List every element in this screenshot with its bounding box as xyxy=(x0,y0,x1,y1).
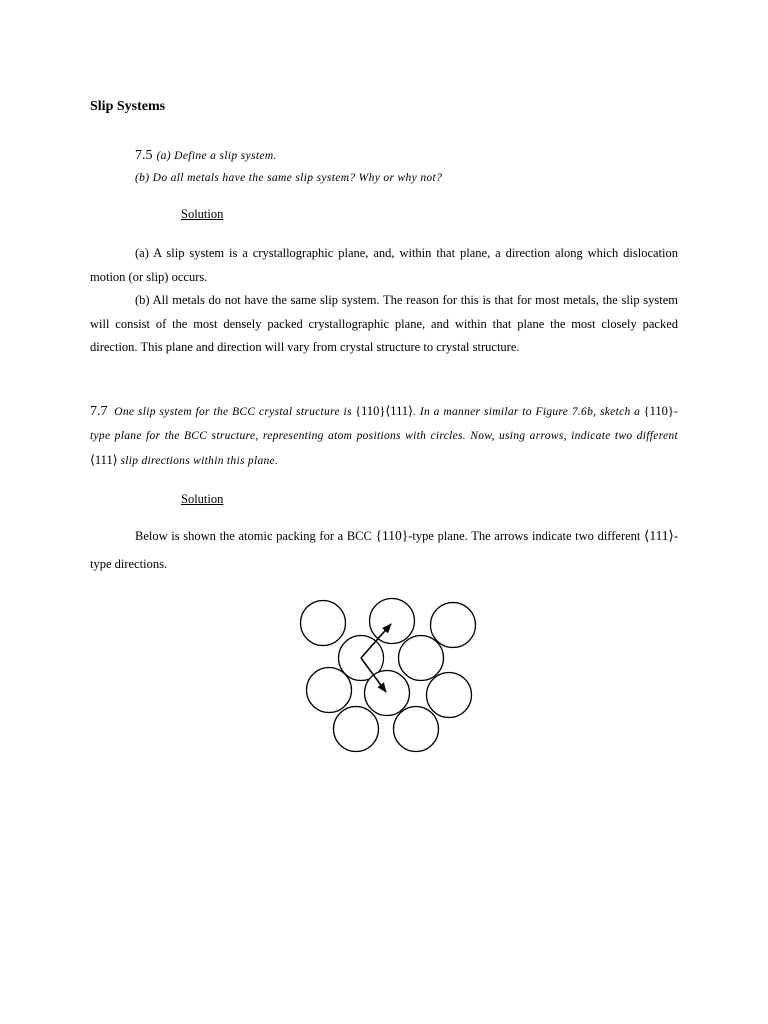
atom-circle xyxy=(370,599,415,644)
answer-text-2: -type plane. The arrows indicate two different xyxy=(408,529,641,543)
problem-text: (a) Define a slip system. xyxy=(156,150,277,162)
answer-paragraph-a xyxy=(90,242,678,289)
direction-notation: ⟨111⟩ xyxy=(90,453,118,467)
solution-heading: Solution xyxy=(181,492,224,506)
answer-a-text: (a) A slip system is a crystallographic plane, and, within that plane, a direction along which dislocation motion (or slip) occurs. xyxy=(90,246,678,284)
answer-paragraph-7-7 xyxy=(90,522,678,578)
answer-direction-notation: ⟨111⟩ xyxy=(644,528,674,543)
atom-circle xyxy=(394,707,439,752)
answer-paragraph-b xyxy=(90,289,678,360)
slip-system-notation: {110}⟨111⟩ xyxy=(355,404,414,418)
solution-heading: Solution xyxy=(181,207,224,221)
problem-number: 7.5 xyxy=(135,148,153,163)
problem-text-4: slip directions within this plane. xyxy=(120,455,279,467)
atom-circle xyxy=(334,707,379,752)
plane-notation: {110} xyxy=(643,404,674,418)
section-title: Slip Systems xyxy=(90,99,166,114)
problem-7-5-part-b: (b) Do all metals have the same slip system? Why or why not? xyxy=(135,172,443,184)
atom-circle xyxy=(301,601,346,646)
problem-7-5-part-a xyxy=(135,146,277,164)
problem-number: 7.7 xyxy=(90,404,108,419)
problem-7-7-statement xyxy=(90,399,678,473)
answer-b-text: (b) All metals do not have the same slip system. The reason for this is that for most metals, the slip system will consist of the most densely packed crystallographic plane, and within that plane the most closely packed direction. This plane and direction will vary from crystal structure to crystal structure. xyxy=(90,293,678,354)
bcc-110-plane-diagram xyxy=(282,588,492,758)
atom-circle xyxy=(307,668,352,713)
answer-text-1: Below is shown the atomic packing for a BCC xyxy=(135,529,372,543)
atom-circle xyxy=(399,636,444,681)
atom-circle xyxy=(365,671,410,716)
answer-plane-notation: {110} xyxy=(375,528,409,543)
problem-text-1: One slip system for the BCC crystal structure is xyxy=(114,406,352,418)
problem-text-3: -type plane for the BCC structure, representing atom positions with circles. Now, using arrows, indicate two different xyxy=(90,406,679,442)
problem-text-2: . In a manner similar to Figure 7.6b, sketch a xyxy=(413,406,641,418)
atom-circle xyxy=(427,673,472,718)
atom-circle xyxy=(431,603,476,648)
answer-text-3: -type directions. xyxy=(90,529,679,571)
